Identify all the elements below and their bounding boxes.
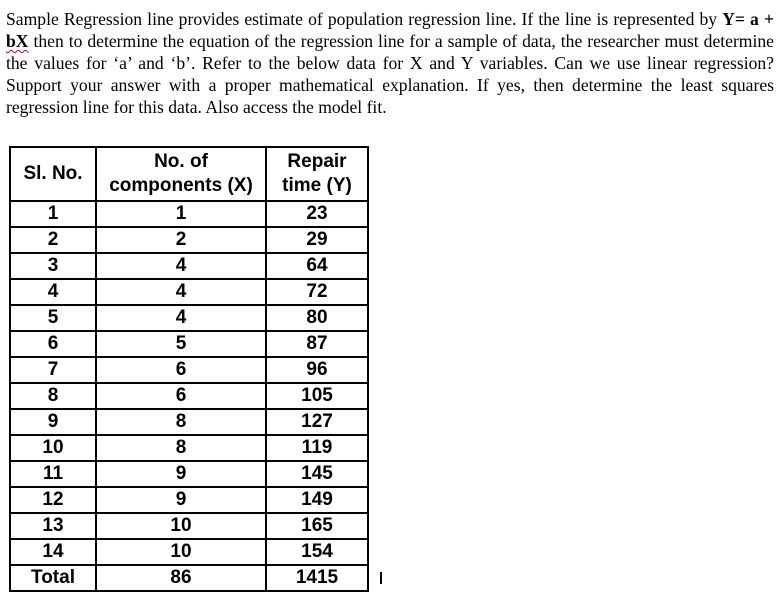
cell-components: 1 xyxy=(96,201,266,227)
cell-repair-time: 149 xyxy=(266,487,368,513)
table-row xyxy=(10,227,368,253)
header-repair-time xyxy=(266,147,368,201)
total-repair-time: 1415 xyxy=(266,565,368,591)
header-sl-no: Sl. No. xyxy=(10,147,96,201)
cell-components: 6 xyxy=(96,357,266,383)
table-row xyxy=(10,253,368,279)
cell-sl-no: 8 xyxy=(10,383,96,409)
cell-components: 8 xyxy=(96,435,266,461)
table-row xyxy=(10,539,368,565)
cell-sl-no: 5 xyxy=(10,305,96,331)
cursor-tick xyxy=(380,572,382,584)
cell-sl-no: 9 xyxy=(10,409,96,435)
header-repair-time-label: Repair time (Y) xyxy=(282,151,352,196)
question-text-part1: Sample Regression line provides estimate of population regression line. If the line is represented by xyxy=(6,9,723,29)
cell-repair-time: 23 xyxy=(266,201,368,227)
cell-sl-no: 6 xyxy=(10,331,96,357)
question-text-part2: then to determine the equation of the regression line for a sample of data, the researcher must determine the values for ‘a’ and ‘b’. Refer to the below data for X and Y variables. Can we use linear regression? Support your answer with a proper mathematical explanation. If yes, then determine the least squares regression line for this data. Also access the model fit. xyxy=(6,31,774,117)
cell-sl-no: 12 xyxy=(10,487,96,513)
cell-components: 8 xyxy=(96,409,266,435)
cell-repair-time: 29 xyxy=(266,227,368,253)
cell-components: 6 xyxy=(96,383,266,409)
header-components-label: No. of components (X) xyxy=(109,151,253,196)
table-row xyxy=(10,357,368,383)
cell-components: 10 xyxy=(96,539,266,565)
cell-sl-no: 10 xyxy=(10,435,96,461)
cell-repair-time: 80 xyxy=(266,305,368,331)
table-body xyxy=(10,201,368,565)
table-row xyxy=(10,305,368,331)
cell-components: 10 xyxy=(96,513,266,539)
cell-repair-time: 127 xyxy=(266,409,368,435)
equation-rhs: bX xyxy=(6,31,29,51)
cell-repair-time: 72 xyxy=(266,279,368,305)
cell-components: 4 xyxy=(96,305,266,331)
cell-components: 5 xyxy=(96,331,266,357)
table-row xyxy=(10,487,368,513)
cell-components: 4 xyxy=(96,279,266,305)
total-components: 86 xyxy=(96,565,266,591)
cell-repair-time: 165 xyxy=(266,513,368,539)
cell-repair-time: 105 xyxy=(266,383,368,409)
cell-components: 9 xyxy=(96,487,266,513)
cell-repair-time: 64 xyxy=(266,253,368,279)
cell-sl-no: 7 xyxy=(10,357,96,383)
cell-repair-time: 87 xyxy=(266,331,368,357)
cell-repair-time: 96 xyxy=(266,357,368,383)
cell-components: 9 xyxy=(96,461,266,487)
cell-repair-time: 145 xyxy=(266,461,368,487)
table-row xyxy=(10,201,368,227)
table-row xyxy=(10,383,368,409)
cell-repair-time: 154 xyxy=(266,539,368,565)
cell-sl-no: 3 xyxy=(10,253,96,279)
header-components xyxy=(96,147,266,201)
cell-sl-no: 14 xyxy=(10,539,96,565)
cell-sl-no: 1 xyxy=(10,201,96,227)
cell-repair-time: 119 xyxy=(266,435,368,461)
total-label: Total xyxy=(10,565,96,591)
cell-sl-no: 2 xyxy=(10,227,96,253)
cell-components: 4 xyxy=(96,253,266,279)
table-row xyxy=(10,409,368,435)
table-row xyxy=(10,279,368,305)
question-paragraph xyxy=(6,8,774,118)
table-row xyxy=(10,461,368,487)
equation-lhs: Y= a + xyxy=(722,9,774,29)
cell-sl-no: 11 xyxy=(10,461,96,487)
table-total-row xyxy=(10,565,368,591)
cell-sl-no: 13 xyxy=(10,513,96,539)
cell-components: 2 xyxy=(96,227,266,253)
table-header-row xyxy=(10,147,368,201)
data-table xyxy=(9,146,369,592)
cell-sl-no: 4 xyxy=(10,279,96,305)
table-row xyxy=(10,435,368,461)
table-row xyxy=(10,331,368,357)
table-row xyxy=(10,513,368,539)
